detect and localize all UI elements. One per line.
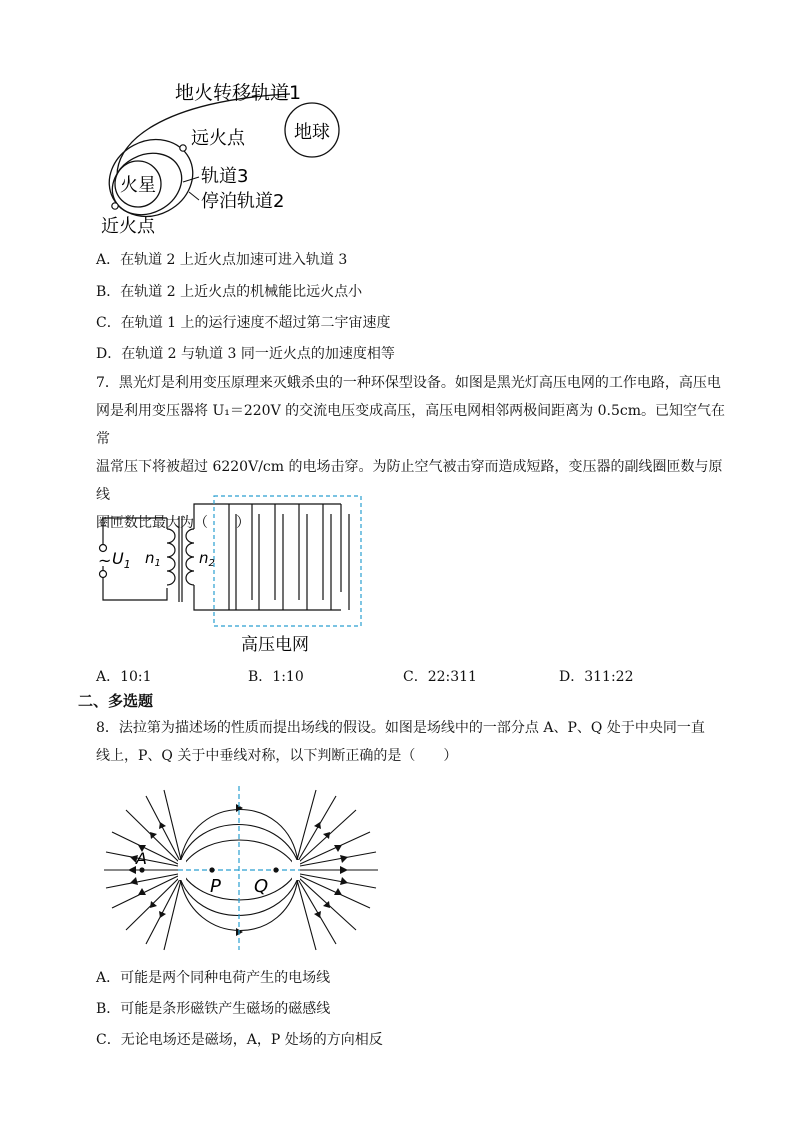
svg-text:n1 <box>145 549 161 569</box>
earth-label: 地球 <box>294 122 330 143</box>
q8-option-a[interactable]: A．可能是两个同种电荷产生的电场线 <box>96 970 331 986</box>
orbit-1-label: 地火转移轨道1 <box>175 82 302 104</box>
n1-label: n <box>145 549 155 567</box>
q8-option-c[interactable]: C．无论电场还是磁场，A，P 处场的方向相反 <box>96 1032 383 1048</box>
q6-option-a[interactable]: A．在轨道 2 上近火点加速可进入轨道 3 <box>96 252 348 268</box>
label-q: Q <box>254 876 269 897</box>
q7-stem-line: 温常压下将被超过 6220V/cm 的电场击穿。为防止空气被击穿而造成短路，变压器的副线圈匝数与原线 <box>96 459 723 503</box>
field-lines-figure <box>98 782 388 952</box>
orbit-2-label: 停泊轨道2 <box>201 191 285 212</box>
mars-label: 火星 <box>120 175 156 196</box>
q7-option-b[interactable]: B．1:10 <box>248 669 304 685</box>
q6-option-b[interactable]: B．在轨道 2 上近火点的机械能比远火点小 <box>96 284 363 300</box>
aphelion-label: 远火点 <box>191 128 245 149</box>
q8-stem <box>96 714 726 770</box>
svg-text:n2 <box>199 549 215 569</box>
u1-subscript: 1 <box>123 558 131 571</box>
q7-option-d[interactable]: D．311:22 <box>559 669 634 685</box>
q8-stem-line: 线上，P、Q 关于中垂线对称，以下判断正确的是（ ） <box>96 748 458 764</box>
source-terminal-bottom <box>100 571 107 578</box>
q7-option-c[interactable]: C．22:311 <box>403 669 477 685</box>
n1-subscript: 1 <box>154 558 161 569</box>
q8-stem-line: 8．法拉第为描述场的性质而提出场线的假设。如图是场线中的一部分点 A、P、Q 处于中央同一直 <box>96 720 705 736</box>
point-p <box>209 867 214 872</box>
orbit-3-label: 轨道3 <box>201 166 249 187</box>
q7-stem-line: 7．黑光灯是利用变压原理来灭蛾杀虫的一种环保型设备。如图是黑光灯高压电网的工作电路，高压电 <box>96 375 721 391</box>
q6-option-c[interactable]: C．在轨道 1 上的运行速度不超过第二宇宙速度 <box>96 315 391 331</box>
q7-stem-line: 网是利用变压器将 U₁＝220V 的交流电压变成高压，高压电网相邻两极间距离为 0.5cm。已知空气在常 <box>96 403 725 447</box>
point-a <box>139 867 144 872</box>
q7-stem-line: 圈匝数比最大为（ ） <box>96 515 250 531</box>
field-line-group <box>104 790 378 950</box>
n2-label: n <box>199 549 209 567</box>
q8-option-b[interactable]: B．可能是条形磁铁产生磁场的磁感线 <box>96 1001 331 1017</box>
label-a: A <box>136 849 147 868</box>
perihelion-point <box>112 203 118 209</box>
secondary-coil <box>186 529 194 585</box>
n2-subscript: 2 <box>208 558 215 569</box>
q7-option-a[interactable]: A．10:1 <box>96 669 152 685</box>
point-q <box>273 867 278 872</box>
q6-option-d[interactable]: D．在轨道 2 与轨道 3 同一近火点的加速度相等 <box>96 346 395 362</box>
high-voltage-grid <box>229 504 349 610</box>
svg-text:U1 <box>112 549 131 571</box>
ac-source-symbol: ~ <box>98 551 112 570</box>
hv-grid-label: 高压电网 <box>241 635 309 655</box>
aphelion-point <box>180 145 186 151</box>
mars-orbit-figure <box>95 72 385 242</box>
primary-coil <box>167 529 175 585</box>
perihelion-label: 近火点 <box>101 216 155 237</box>
transformer-circuit-figure <box>95 492 370 658</box>
label-p: P <box>210 876 221 897</box>
section-heading: 二、多选题 <box>78 692 154 710</box>
u1-label: U <box>112 549 124 568</box>
